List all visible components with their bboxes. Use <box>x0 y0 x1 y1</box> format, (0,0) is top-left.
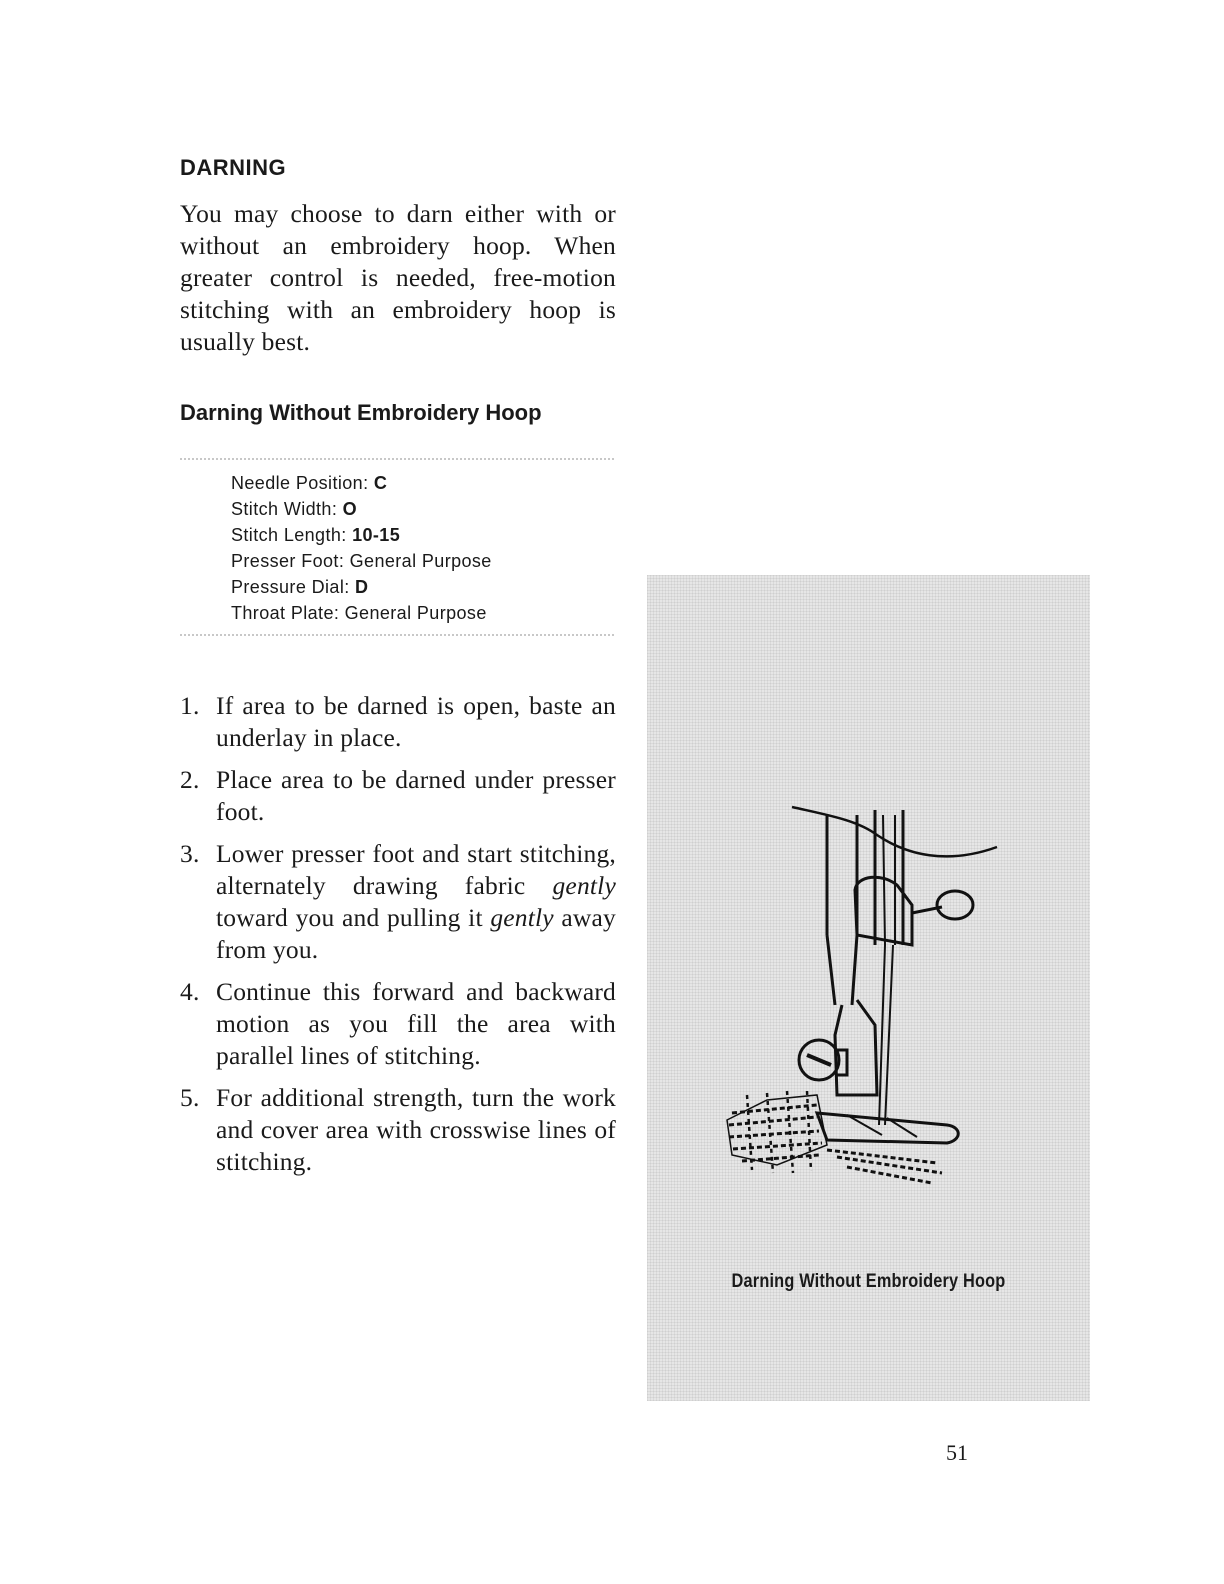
setting-value: D <box>355 577 369 597</box>
setting-label: Stitch Length: <box>231 525 353 545</box>
step-text: away from you. <box>216 903 616 964</box>
step-item <box>180 690 616 754</box>
setting-value: General Purpose <box>349 551 492 571</box>
step-number: 4. <box>180 977 200 1006</box>
subsection-heading: Darning Without Embroidery Hoop <box>180 400 542 425</box>
setting-label: Throat Plate: <box>231 603 345 623</box>
step-emphasis: gently <box>552 871 616 900</box>
intro-paragraph: You may choose to darn either with or without an embroidery hoop. When greater control is needed, free-motion stitching with an embroidery hoop is usually best. <box>180 199 616 356</box>
step-number: 5. <box>180 1083 200 1112</box>
setting-presser-foot <box>231 548 614 574</box>
setting-stitch-width <box>231 496 614 522</box>
step-text: Lower presser foot and start stitching, alternately drawing fabric <box>216 839 616 900</box>
illustration-panel <box>647 575 1090 1401</box>
step-text: For additional strength, turn the work and cover area with crosswise lines of stitching. <box>216 1083 616 1176</box>
setting-value: C <box>373 473 388 493</box>
machine-settings-box <box>180 458 614 636</box>
setting-throat-plate <box>231 600 614 626</box>
step-item <box>180 976 616 1072</box>
setting-pressure-dial <box>231 574 614 600</box>
page-number: 51 <box>946 1440 968 1465</box>
step-item <box>180 838 616 966</box>
setting-value: O <box>342 499 358 519</box>
setting-label: Pressure Dial: <box>231 577 356 597</box>
setting-label: Stitch Width: <box>231 499 343 519</box>
figure-caption: Darning Without Embroidery Hoop <box>731 1271 1006 1292</box>
step-text: toward you and pulling it <box>216 903 491 932</box>
section-heading: DARNING <box>180 155 287 180</box>
setting-value: General Purpose <box>344 603 487 623</box>
step-emphasis: gently <box>490 903 554 932</box>
settings-list <box>180 470 614 626</box>
setting-needle-position <box>231 470 614 496</box>
step-text: Place area to be darned under presser foot. <box>216 765 616 826</box>
step-text: If area to be darned is open, baste an underlay in place. <box>216 691 616 752</box>
presser-foot-illustration <box>707 795 1007 1195</box>
step-item <box>180 1082 616 1178</box>
step-text: Continue this forward and backward motion as you fill the area with parallel lines of stitching. <box>216 977 616 1070</box>
step-number: 2. <box>180 765 200 794</box>
step-item <box>180 764 616 828</box>
step-number: 1. <box>180 691 200 720</box>
text-column <box>180 150 616 1188</box>
steps-list <box>180 690 616 1178</box>
setting-value: 10-15 <box>352 525 401 545</box>
setting-label: Presser Foot: <box>231 551 350 571</box>
setting-label: Needle Position: <box>231 473 374 493</box>
setting-stitch-length <box>231 522 614 548</box>
step-number: 3. <box>180 839 200 868</box>
